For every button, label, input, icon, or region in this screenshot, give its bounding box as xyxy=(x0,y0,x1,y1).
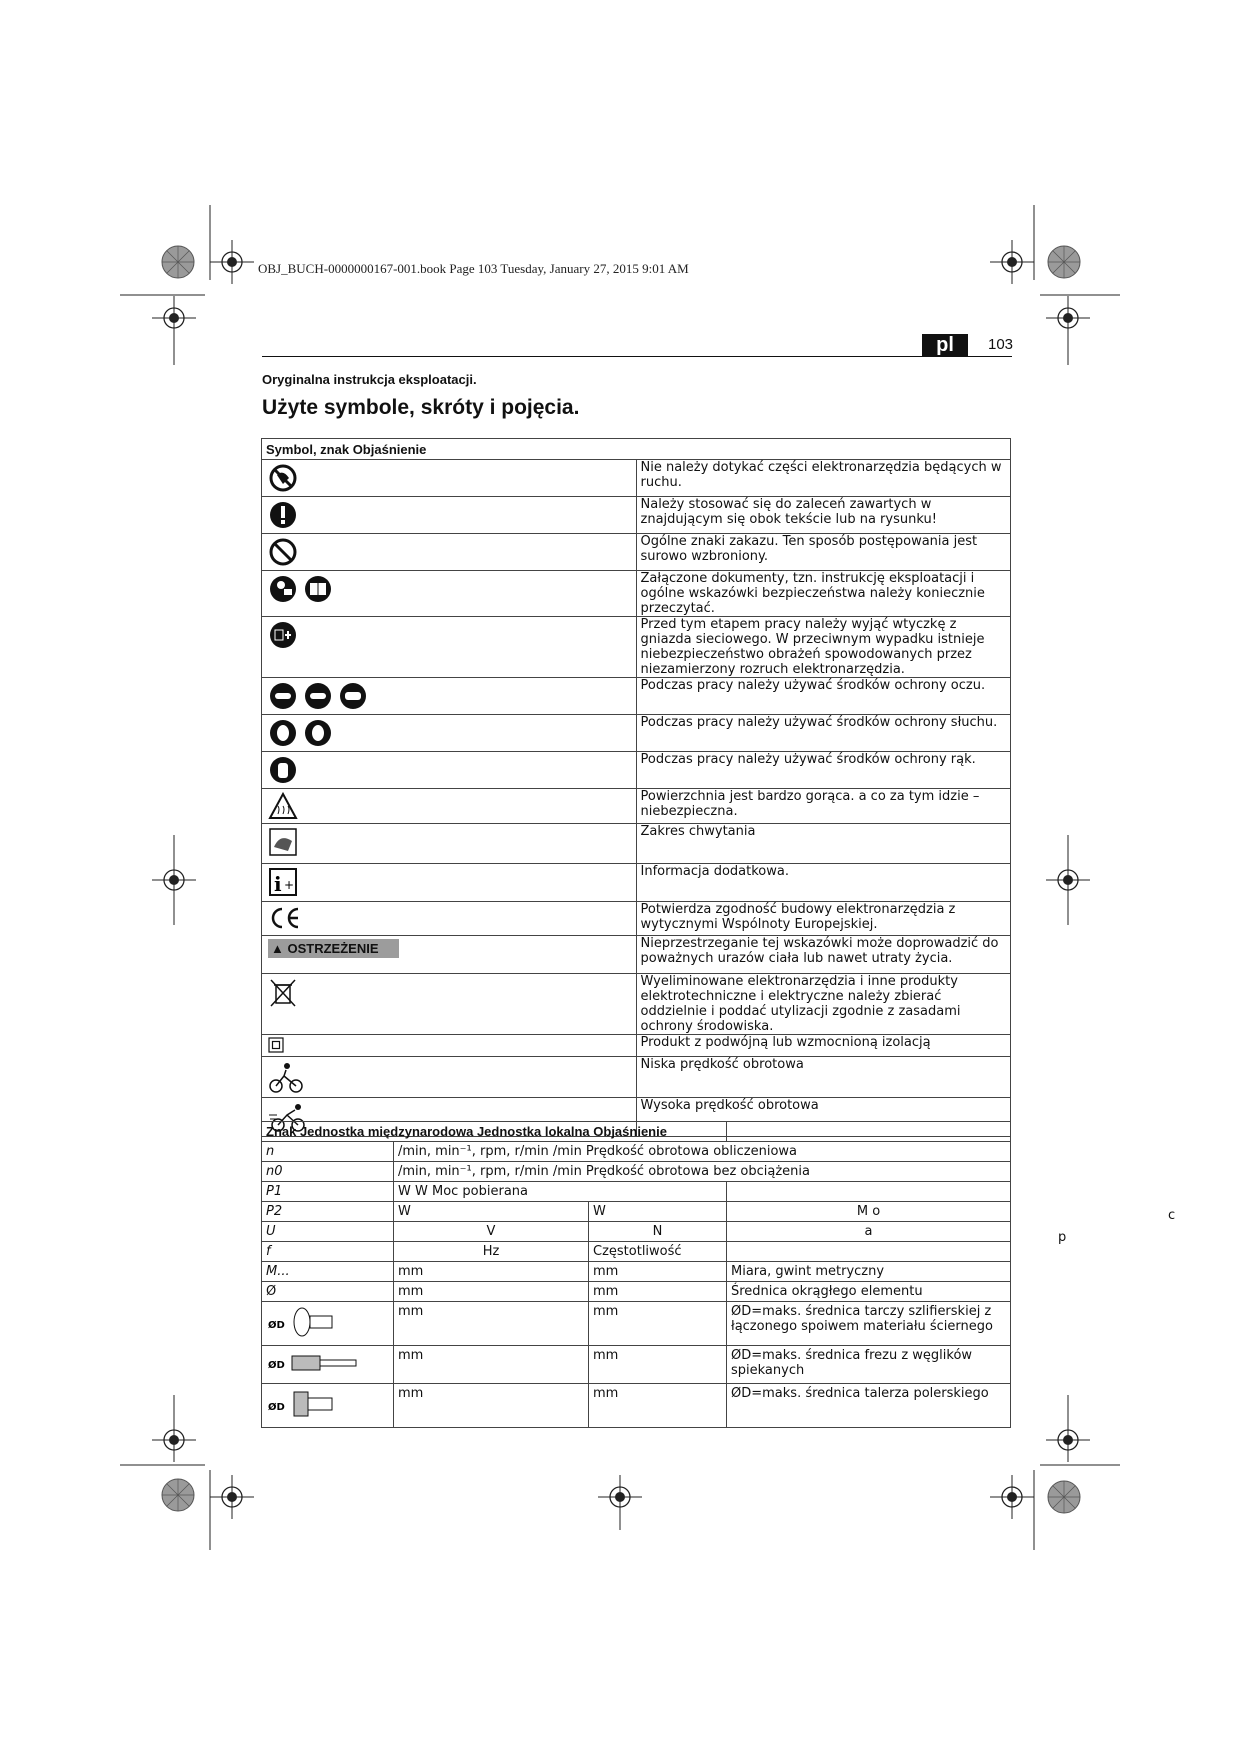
table-row xyxy=(262,715,1011,752)
svg-text:+: + xyxy=(284,878,295,892)
symbol-description: Podczas pracy należy używać środków ochrony rąk. xyxy=(636,752,1011,789)
symbol-description: Załączone dokumenty, tzn. instrukcję eksploatacji i ogólne wskazówki bezpieczeństwa należy koniecznie przeczytać. xyxy=(636,571,1011,617)
svg-text:i: i xyxy=(274,872,282,896)
units-table xyxy=(261,1121,1011,1428)
warning-badge-label: OSTRZEŻENIE xyxy=(287,941,379,956)
unit-sign: M... xyxy=(262,1262,394,1282)
unit-local: Częstotliwość xyxy=(589,1242,727,1262)
unit-local: mm xyxy=(589,1346,727,1384)
stray-letter: p xyxy=(1058,1230,1067,1245)
unit-intl: mm xyxy=(394,1282,589,1302)
double-insulation-icon xyxy=(262,1035,637,1057)
hot-surface-icon xyxy=(262,789,637,824)
svg-text:ØD: ØD xyxy=(268,1360,285,1371)
symbol-description: Niska prędkość obrotowa xyxy=(636,1057,1011,1098)
table-row xyxy=(262,789,1011,824)
unit-explanation: ØD=maks. średnica tarczy szlifierskiej z łączonego spoiwem materiału ściernego xyxy=(727,1302,1011,1346)
table-row xyxy=(262,678,1011,715)
prohibition-icon xyxy=(262,534,637,571)
unit-intl: mm xyxy=(394,1384,589,1428)
polishing-pad-diameter-icon xyxy=(262,1384,394,1428)
unit-local: mm xyxy=(589,1262,727,1282)
low-speed-bicycle-icon xyxy=(262,1057,637,1098)
unit-sign: n xyxy=(262,1142,394,1162)
mandatory-exclamation-icon xyxy=(262,497,637,534)
symbol-description: Informacja dodatkowa. xyxy=(636,864,1011,902)
table-row xyxy=(262,936,1011,974)
page-number: 103 xyxy=(988,336,1014,353)
symbols-table-header: Symbol, znak Objaśnienie xyxy=(262,439,1011,460)
table-row xyxy=(262,1262,1011,1282)
symbol-description: Wyeliminowane elektronarzędzia i inne produkty elektrotechniczne i elektryczne należy zbierać oddzielnie i poddać utylizacji zgodnie z zasadami ochrony środowiska. xyxy=(636,974,1011,1035)
symbol-description: Nieprzestrzeganie tej wskazówki może doprowadzić do poważnych urazów ciała lub nawet utraty życia. xyxy=(636,936,1011,974)
unit-local: mm xyxy=(589,1384,727,1428)
svg-text:ØD: ØD xyxy=(268,1320,285,1331)
empty-cell xyxy=(727,1182,1011,1202)
document-subtitle: Oryginalna instrukcja eksploatacji. xyxy=(262,372,477,387)
ce-mark-icon xyxy=(262,902,637,936)
table-row xyxy=(262,497,1011,534)
hand-protection-icon xyxy=(262,752,637,789)
weee-bin-icon xyxy=(262,974,637,1035)
unit-sign: n0 xyxy=(262,1162,394,1182)
table-row xyxy=(262,974,1011,1035)
symbol-description: Podczas pracy należy używać środków ochrony oczu. xyxy=(636,678,1011,715)
symbol-description: Powierzchnia jest bardzo gorąca. a co za tym idzie – niebezpieczna. xyxy=(636,789,1011,824)
unit-intl: mm xyxy=(394,1262,589,1282)
svg-text:ØD: ØD xyxy=(268,1402,285,1413)
unit-explanation: Średnica okrągłego elementu xyxy=(727,1282,1011,1302)
table-row xyxy=(262,1142,1011,1162)
table-row xyxy=(262,617,1011,678)
symbols-table xyxy=(261,438,1011,1137)
table-row xyxy=(262,460,1011,497)
table-row xyxy=(262,752,1011,789)
book-info-line: OBJ_BUCH-0000000167-001.book Page 103 Tuesday, January 27, 2015 9:01 AM xyxy=(258,261,689,276)
warning-badge: ▲ OSTRZEŻENIE xyxy=(268,939,399,958)
table-row xyxy=(262,1242,1011,1262)
stray-letter: c xyxy=(1168,1208,1176,1223)
table-row xyxy=(262,1302,1011,1346)
empty-cell xyxy=(727,1242,1011,1262)
unit-intl: V xyxy=(394,1222,589,1242)
symbol-description: Wysoka prędkość obrotowa xyxy=(636,1098,1011,1137)
ear-protection-icons xyxy=(262,715,637,752)
table-row xyxy=(262,1202,1011,1222)
eye-protection-icons xyxy=(262,678,637,715)
table-row xyxy=(262,824,1011,864)
unit-description: W W Moc pobierana xyxy=(394,1182,727,1202)
unit-explanation: ØD=maks. średnica talerza polerskiego xyxy=(727,1384,1011,1428)
table-row xyxy=(262,534,1011,571)
table-row xyxy=(262,1035,1011,1057)
table-row xyxy=(262,902,1011,936)
units-table-header-empty xyxy=(727,1122,1011,1142)
unit-intl: mm xyxy=(394,1302,589,1346)
symbol-description: Nie należy dotykać części elektronarzędzia będących w ruchu. xyxy=(636,460,1011,497)
table-row xyxy=(262,1222,1011,1242)
no-touch-moving-parts-icon xyxy=(262,460,637,497)
table-row xyxy=(262,864,1011,902)
unit-explanation: M o xyxy=(727,1202,1011,1222)
unit-explanation: ØD=maks. średnica frezu z węglików spiekanych xyxy=(727,1346,1011,1384)
unit-explanation: Miara, gwint metryczny xyxy=(727,1262,1011,1282)
symbol-description: Produkt z podwójną lub wzmocnioną izolacją xyxy=(636,1035,1011,1057)
table-row xyxy=(262,571,1011,617)
table-row xyxy=(262,1057,1011,1098)
unit-description: /min, min⁻¹, rpm, r/min /min Prędkość obrotowa bez obciążenia xyxy=(394,1162,1011,1182)
unit-local: W xyxy=(589,1202,727,1222)
grinding-disc-diameter-icon xyxy=(262,1302,394,1346)
unit-sign: f xyxy=(262,1242,394,1262)
unit-intl: Hz xyxy=(394,1242,589,1262)
unit-sign: P2 xyxy=(262,1202,394,1222)
symbol-description: Podczas pracy należy używać środków ochrony słuchu. xyxy=(636,715,1011,752)
unit-local: N xyxy=(589,1222,727,1242)
language-badge: pl xyxy=(922,334,968,356)
unit-local: mm xyxy=(589,1302,727,1346)
header-rule xyxy=(262,356,1012,357)
carbide-cutter-diameter-icon xyxy=(262,1346,394,1384)
warning-label xyxy=(262,936,637,974)
symbol-description: Przed tym etapem pracy należy wyjąć wtyczkę z gniazda sieciowego. W przeciwnym wypadku istnieje niebezpieczeństwo obrażeń spowodowanych przez niezamierzony rozruch elektronarzędzia. xyxy=(636,617,1011,678)
grip-area-icon xyxy=(262,824,637,864)
unit-local: mm xyxy=(589,1282,727,1302)
section-title: Użyte symbole, skróty i pojęcia. xyxy=(262,396,580,419)
unit-sign: Ø xyxy=(262,1282,394,1302)
table-row xyxy=(262,1282,1011,1302)
table-row xyxy=(262,1182,1011,1202)
table-row xyxy=(262,1162,1011,1182)
unit-intl: mm xyxy=(394,1346,589,1384)
table-row xyxy=(262,1346,1011,1384)
symbol-description: Ogólne znaki zakazu. Ten sposób postępowania jest surowo wzbroniony. xyxy=(636,534,1011,571)
unit-sign: U xyxy=(262,1222,394,1242)
unit-intl: W xyxy=(394,1202,589,1222)
symbol-description: Potwierdza zgodność budowy elektronarzędzia z wytycznymi Wspólnoty Europejskiej. xyxy=(636,902,1011,936)
unit-description: /min, min⁻¹, rpm, r/min /min Prędkość obrotowa obliczeniowa xyxy=(394,1142,1011,1162)
info-icon xyxy=(262,864,637,902)
read-manual-icons xyxy=(262,571,637,617)
symbol-description: Należy stosować się do zaleceń zawartych w znajdującym się obok tekście lub na rysunku! xyxy=(636,497,1011,534)
table-row xyxy=(262,1384,1011,1428)
symbol-description: Zakres chwytania xyxy=(636,824,1011,864)
units-table-header: Znak Jednostka międzynarodowa Jednostka lokalna Objaśnienie xyxy=(262,1122,727,1142)
unit-sign: P1 xyxy=(262,1182,394,1202)
unit-explanation: a xyxy=(727,1222,1011,1242)
unplug-icon xyxy=(262,617,637,678)
